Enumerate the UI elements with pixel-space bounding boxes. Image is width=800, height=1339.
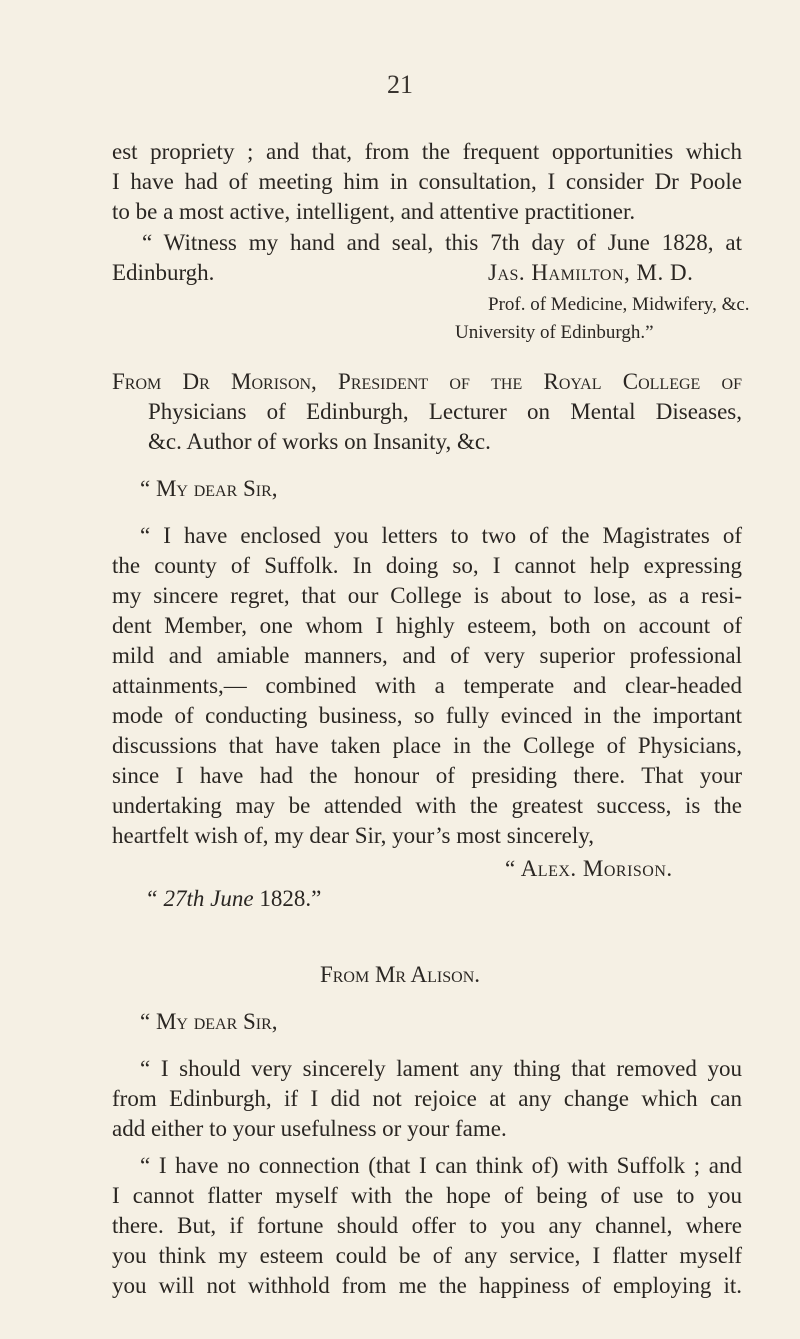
morison-signature: “ Alex. Morison. xyxy=(505,856,673,881)
text-line: you will not withhold from me the happiness of employing it. xyxy=(112,1273,742,1298)
hamilton-place: Edinburgh. xyxy=(112,260,215,285)
section-heading-morison: &c. Author of works on Insanity, &c. xyxy=(148,429,491,454)
text-line: dent Member, one whom I highly esteem, both on account of xyxy=(112,613,742,638)
text-line: mode of conducting business, so fully evinced in the important xyxy=(112,703,742,728)
text-line: discussions that have taken place in the College of Physicians, xyxy=(112,733,742,758)
text-line: since I have had the honour of presiding there. That your xyxy=(112,763,742,788)
salutation-morison: “ My dear Sir, xyxy=(140,476,278,501)
text-line: heartfelt wish of, my dear Sir, your’s most sincerely, xyxy=(112,823,594,848)
text-line: “ Witness my hand and seal, this 7th day of June 1828, at xyxy=(142,230,742,255)
text-line: est propriety ; and that, from the frequent opportunities which xyxy=(112,139,742,164)
text-line: “ I have no connection (that I can think of) with Suffolk ; and xyxy=(140,1153,742,1178)
text-line: to be a most active, intelligent, and attentive practitioner. xyxy=(112,199,636,224)
hamilton-university: University of Edinburgh.” xyxy=(455,322,654,343)
text-line: you think my esteem could be of any service, I flatter myself xyxy=(112,1243,742,1268)
salutation-alison: “ My dear Sir, xyxy=(140,1009,278,1034)
morison-date-year: 1828.” xyxy=(259,886,322,911)
hamilton-signature: Jas. Hamilton, M. D. xyxy=(488,260,694,285)
hamilton-title: Prof. of Medicine, Midwifery, &c. xyxy=(488,294,750,315)
text-line: I have had of meeting him in consultation, I consider Dr Poole xyxy=(112,169,742,194)
text-line: there. But, if fortune should offer to you any channel, where xyxy=(112,1213,742,1238)
section-heading-alison: From Mr Alison. xyxy=(319,962,481,987)
text-line: the county of Suffolk. In doing so, I cannot help expressing xyxy=(112,553,742,578)
page-number: 21 xyxy=(387,70,413,99)
text-line: add either to your usefulness or your fame. xyxy=(112,1116,507,1141)
morison-date xyxy=(145,884,321,914)
text-line: “ I have enclosed you letters to two of the Magistrates of xyxy=(140,523,742,548)
text-line: “ I should very sincerely lament any thing that removed you xyxy=(140,1056,742,1081)
section-heading-morison: Physicians of Edinburgh, Lecturer on Mental Diseases, xyxy=(148,399,742,424)
text-line: from Edinburgh, if I did not rejoice at any change which can xyxy=(112,1086,742,1111)
morison-date-day: “ 27th June xyxy=(145,886,254,911)
text-line: attainments,— combined with a temperate and clear-headed xyxy=(112,673,742,698)
text-line: I cannot flatter myself with the hope of being of use to you xyxy=(112,1183,742,1208)
section-heading-morison: From Dr Morison, President of the Royal College of xyxy=(112,369,742,394)
text-line: my sincere regret, that our College is about to lose, as a resi- xyxy=(112,583,742,608)
text-line: undertaking may be attended with the greatest success, is the xyxy=(112,793,742,818)
text-line: mild and amiable manners, and of very superior professional xyxy=(112,643,742,668)
